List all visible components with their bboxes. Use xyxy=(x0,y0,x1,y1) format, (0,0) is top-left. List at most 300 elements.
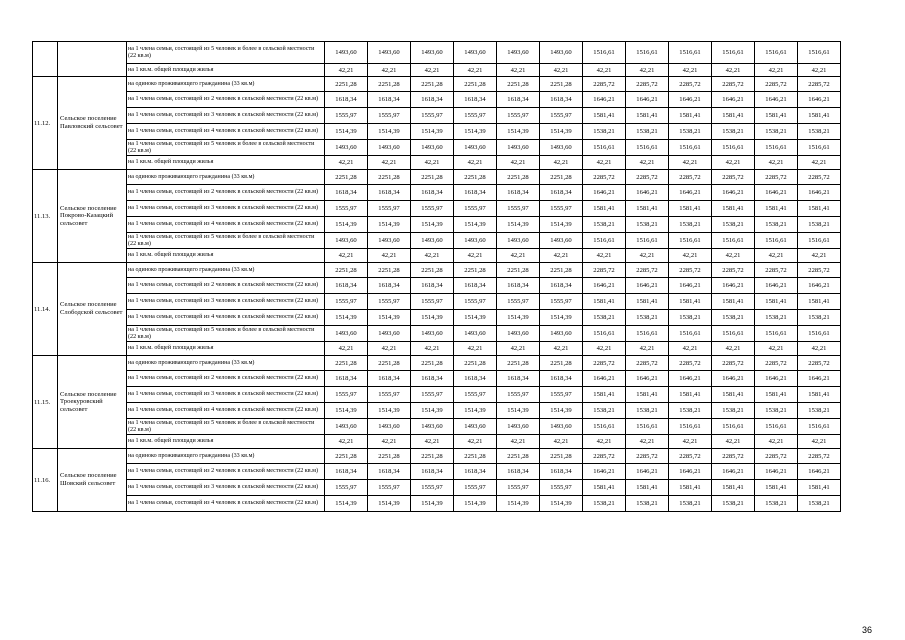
value-cell: 1514,39 xyxy=(368,124,411,140)
value-cell: 42,21 xyxy=(454,156,497,170)
value-cell: 1555,97 xyxy=(454,480,497,496)
value-cell: 1516,61 xyxy=(712,326,755,342)
table-row xyxy=(33,201,841,217)
value-cell: 42,21 xyxy=(669,435,712,449)
value-cell: 42,21 xyxy=(540,156,583,170)
table-body xyxy=(33,42,841,512)
value-cell: 1516,61 xyxy=(626,42,669,64)
settlement-name: Сельское поселение Павловский сельсовет xyxy=(58,77,127,170)
value-cell: 1538,21 xyxy=(755,403,798,419)
value-cell: 42,21 xyxy=(497,156,540,170)
value-cell: 42,21 xyxy=(755,435,798,449)
value-cell: 1618,34 xyxy=(497,371,540,387)
value-cell: 1646,21 xyxy=(583,278,626,294)
value-cell: 2285,72 xyxy=(712,449,755,464)
value-cell: 2251,28 xyxy=(497,77,540,92)
value-cell: 1555,97 xyxy=(540,480,583,496)
value-cell: 2251,28 xyxy=(368,170,411,185)
value-cell: 1538,21 xyxy=(583,124,626,140)
value-cell: 1514,39 xyxy=(411,403,454,419)
value-cell: 1514,39 xyxy=(325,217,368,233)
value-cell: 1514,39 xyxy=(368,310,411,326)
value-cell: 1514,39 xyxy=(540,496,583,512)
value-cell: 2251,28 xyxy=(454,170,497,185)
value-cell: 1646,21 xyxy=(755,464,798,480)
value-cell: 1618,34 xyxy=(325,464,368,480)
value-cell: 2251,28 xyxy=(540,263,583,278)
value-cell: 1555,97 xyxy=(411,108,454,124)
value-cell: 2285,72 xyxy=(712,170,755,185)
settlement-name: Сельское поселение Троекуровский сельсовет xyxy=(58,356,127,449)
value-cell: 42,21 xyxy=(798,342,841,356)
value-cell: 1493,60 xyxy=(497,42,540,64)
value-cell: 1581,41 xyxy=(669,201,712,217)
value-cell: 2251,28 xyxy=(540,449,583,464)
value-cell: 1581,41 xyxy=(583,387,626,403)
value-cell: 2251,28 xyxy=(368,356,411,371)
value-cell: 1618,34 xyxy=(325,371,368,387)
table-row xyxy=(33,108,841,124)
value-cell: 2251,28 xyxy=(411,170,454,185)
value-cell: 1646,21 xyxy=(669,92,712,108)
value-cell: 1618,34 xyxy=(411,185,454,201)
settlement-name xyxy=(58,42,127,77)
value-cell: 1516,61 xyxy=(669,140,712,156)
value-cell: 2285,72 xyxy=(712,77,755,92)
value-cell: 2285,72 xyxy=(669,356,712,371)
value-cell: 2285,72 xyxy=(626,263,669,278)
value-cell: 1646,21 xyxy=(583,371,626,387)
value-cell: 1646,21 xyxy=(798,92,841,108)
value-cell: 1538,21 xyxy=(669,496,712,512)
value-cell: 1538,21 xyxy=(669,403,712,419)
value-cell: 42,21 xyxy=(712,64,755,77)
value-cell: 1581,41 xyxy=(583,480,626,496)
table-row xyxy=(33,140,841,156)
value-cell: 1555,97 xyxy=(540,201,583,217)
value-cell: 1514,39 xyxy=(325,124,368,140)
settlement-name: Сельское поселение Покрово-Казацкий сельсовет xyxy=(58,170,127,263)
value-cell: 1516,61 xyxy=(583,42,626,64)
value-cell: 1581,41 xyxy=(712,201,755,217)
value-cell: 1516,61 xyxy=(669,42,712,64)
value-cell: 2285,72 xyxy=(798,356,841,371)
value-cell: 1538,21 xyxy=(798,496,841,512)
value-cell: 1618,34 xyxy=(368,371,411,387)
value-cell: 1514,39 xyxy=(540,124,583,140)
value-cell: 1581,41 xyxy=(626,294,669,310)
value-cell: 2285,72 xyxy=(755,449,798,464)
value-cell: 1555,97 xyxy=(411,201,454,217)
value-cell: 42,21 xyxy=(411,435,454,449)
value-cell: 42,21 xyxy=(755,64,798,77)
value-cell: 1555,97 xyxy=(497,201,540,217)
value-cell: 2251,28 xyxy=(540,77,583,92)
value-cell: 2285,72 xyxy=(626,356,669,371)
norm-description: на 1 члена семьи, состоящей из 3 человек в сельской местности (22 кв.м) xyxy=(127,201,325,217)
value-cell: 42,21 xyxy=(798,249,841,263)
value-cell: 1555,97 xyxy=(411,387,454,403)
value-cell: 1646,21 xyxy=(755,185,798,201)
value-cell: 42,21 xyxy=(626,64,669,77)
value-cell: 2285,72 xyxy=(712,356,755,371)
norm-description: на 1 члена семьи, состоящей из 2 человек в сельской местности (22 кв.м) xyxy=(127,371,325,387)
value-cell: 1646,21 xyxy=(626,92,669,108)
value-cell: 1646,21 xyxy=(798,278,841,294)
table-row xyxy=(33,278,841,294)
section-number: 11.13. xyxy=(33,170,58,263)
value-cell: 1514,39 xyxy=(497,496,540,512)
section-number xyxy=(33,42,58,77)
value-cell: 1646,21 xyxy=(755,278,798,294)
value-cell: 1646,21 xyxy=(712,371,755,387)
section-number: 11.16. xyxy=(33,449,58,512)
value-cell: 42,21 xyxy=(497,249,540,263)
value-cell: 1538,21 xyxy=(755,124,798,140)
value-cell: 2251,28 xyxy=(368,77,411,92)
value-cell: 42,21 xyxy=(798,156,841,170)
value-cell: 2285,72 xyxy=(669,77,712,92)
value-cell: 1493,60 xyxy=(540,42,583,64)
table-row xyxy=(33,496,841,512)
value-cell: 1514,39 xyxy=(497,403,540,419)
value-cell: 1538,21 xyxy=(712,124,755,140)
table-row xyxy=(33,435,841,449)
norm-description: на 1 члена семьи, состоящей из 5 человек и более в сельской местности (22 кв.м) xyxy=(127,42,325,64)
value-cell: 1581,41 xyxy=(798,201,841,217)
value-cell: 1646,21 xyxy=(669,185,712,201)
value-cell: 1514,39 xyxy=(454,124,497,140)
value-cell: 2251,28 xyxy=(454,263,497,278)
value-cell: 1555,97 xyxy=(497,480,540,496)
value-cell: 1555,97 xyxy=(454,201,497,217)
value-cell: 1581,41 xyxy=(669,108,712,124)
value-cell: 1538,21 xyxy=(798,124,841,140)
norm-description: на 1 члена семьи, состоящей из 3 человек в сельской местности (22 кв.м) xyxy=(127,294,325,310)
value-cell: 1493,60 xyxy=(368,419,411,435)
value-cell: 42,21 xyxy=(712,156,755,170)
page-number: 36 xyxy=(862,625,873,635)
value-cell: 1514,39 xyxy=(411,124,454,140)
value-cell: 1581,41 xyxy=(626,387,669,403)
value-cell: 1581,41 xyxy=(626,480,669,496)
value-cell: 1516,61 xyxy=(626,140,669,156)
value-cell: 1555,97 xyxy=(325,108,368,124)
value-cell: 42,21 xyxy=(583,435,626,449)
value-cell: 1646,21 xyxy=(626,185,669,201)
value-cell: 1516,61 xyxy=(755,42,798,64)
value-cell: 2285,72 xyxy=(583,356,626,371)
norm-description: на 1 члена семьи, состоящей из 2 человек в сельской местности (22 кв.м) xyxy=(127,185,325,201)
value-cell: 1618,34 xyxy=(540,185,583,201)
value-cell: 1516,61 xyxy=(626,233,669,249)
value-cell: 1618,34 xyxy=(497,185,540,201)
value-cell: 1618,34 xyxy=(325,278,368,294)
table-row xyxy=(33,64,841,77)
value-cell: 42,21 xyxy=(497,435,540,449)
table-row xyxy=(33,217,841,233)
value-cell: 1516,61 xyxy=(712,233,755,249)
value-cell: 1581,41 xyxy=(755,294,798,310)
norm-description: на 1 члена семьи, состоящей из 5 человек и более в сельской местности (22 кв.м) xyxy=(127,419,325,435)
section-number: 11.15. xyxy=(33,356,58,449)
value-cell: 2251,28 xyxy=(325,77,368,92)
value-cell: 2285,72 xyxy=(798,170,841,185)
value-cell: 1538,21 xyxy=(712,403,755,419)
value-cell: 1646,21 xyxy=(583,185,626,201)
value-cell: 42,21 xyxy=(411,64,454,77)
value-cell: 1516,61 xyxy=(798,419,841,435)
value-cell: 42,21 xyxy=(755,342,798,356)
value-cell: 2251,28 xyxy=(497,449,540,464)
value-cell: 1618,34 xyxy=(454,464,497,480)
table-row xyxy=(33,92,841,108)
value-cell: 2251,28 xyxy=(368,449,411,464)
value-cell: 2285,72 xyxy=(583,77,626,92)
value-cell: 1493,60 xyxy=(325,140,368,156)
table-row xyxy=(33,156,841,170)
norm-description: на 1 члена семьи, состоящей из 4 человек в сельской местности (22 кв.м) xyxy=(127,124,325,140)
value-cell: 1516,61 xyxy=(712,419,755,435)
value-cell: 1493,60 xyxy=(540,326,583,342)
value-cell: 1618,34 xyxy=(411,464,454,480)
value-cell: 1581,41 xyxy=(712,387,755,403)
value-cell: 1493,60 xyxy=(540,140,583,156)
table-row xyxy=(33,342,841,356)
value-cell: 1618,34 xyxy=(411,278,454,294)
value-cell: 1538,21 xyxy=(712,496,755,512)
table-row xyxy=(33,403,841,419)
value-cell: 2251,28 xyxy=(325,449,368,464)
value-cell: 1538,21 xyxy=(712,217,755,233)
table-row xyxy=(33,77,841,92)
value-cell: 1646,21 xyxy=(712,464,755,480)
norm-description: на 1 кв.м. общей площади жилья xyxy=(127,156,325,170)
value-cell: 1581,41 xyxy=(755,480,798,496)
value-cell: 1538,21 xyxy=(626,496,669,512)
norm-description: на 1 кв.м. общей площади жилья xyxy=(127,435,325,449)
norm-description: на 1 члена семьи, состоящей из 4 человек в сельской местности (22 кв.м) xyxy=(127,496,325,512)
value-cell: 1493,60 xyxy=(325,42,368,64)
value-cell: 42,21 xyxy=(798,64,841,77)
value-cell: 1646,21 xyxy=(712,278,755,294)
value-cell: 1493,60 xyxy=(540,419,583,435)
value-cell: 42,21 xyxy=(454,435,497,449)
value-cell: 1646,21 xyxy=(712,185,755,201)
value-cell: 1516,61 xyxy=(583,233,626,249)
value-cell: 1538,21 xyxy=(626,403,669,419)
value-cell: 1493,60 xyxy=(497,326,540,342)
value-cell: 1555,97 xyxy=(368,387,411,403)
value-cell: 1516,61 xyxy=(583,419,626,435)
value-cell: 1538,21 xyxy=(583,496,626,512)
value-cell: 1581,41 xyxy=(583,294,626,310)
norm-description: на одиноко проживающего гражданина (33 кв.м) xyxy=(127,77,325,92)
tariff-table xyxy=(32,41,841,512)
norm-description: на 1 члена семьи, состоящей из 5 человек и более в сельской местности (22 кв.м) xyxy=(127,326,325,342)
value-cell: 1493,60 xyxy=(325,326,368,342)
section-number: 11.12. xyxy=(33,77,58,170)
value-cell: 1618,34 xyxy=(454,371,497,387)
norm-description: на 1 члена семьи, состоящей из 4 человек в сельской местности (22 кв.м) xyxy=(127,403,325,419)
value-cell: 1493,60 xyxy=(411,326,454,342)
value-cell: 42,21 xyxy=(583,64,626,77)
value-cell: 42,21 xyxy=(712,249,755,263)
value-cell: 1581,41 xyxy=(626,108,669,124)
value-cell: 1514,39 xyxy=(454,496,497,512)
value-cell: 1514,39 xyxy=(325,496,368,512)
value-cell: 1618,34 xyxy=(540,278,583,294)
value-cell: 1646,21 xyxy=(755,371,798,387)
value-cell: 1493,60 xyxy=(368,140,411,156)
value-cell: 42,21 xyxy=(540,435,583,449)
value-cell: 1514,39 xyxy=(454,310,497,326)
value-cell: 1555,97 xyxy=(368,108,411,124)
value-cell: 1581,41 xyxy=(755,201,798,217)
value-cell: 1618,34 xyxy=(540,464,583,480)
value-cell: 42,21 xyxy=(712,342,755,356)
value-cell: 1555,97 xyxy=(368,480,411,496)
table-row xyxy=(33,42,841,64)
value-cell: 2285,72 xyxy=(798,77,841,92)
table-row xyxy=(33,419,841,435)
value-cell: 2285,72 xyxy=(755,263,798,278)
value-cell: 1581,41 xyxy=(712,108,755,124)
value-cell: 1618,34 xyxy=(454,185,497,201)
value-cell: 1514,39 xyxy=(454,403,497,419)
value-cell: 1581,41 xyxy=(798,387,841,403)
value-cell: 1618,34 xyxy=(540,92,583,108)
section-number: 11.14. xyxy=(33,263,58,356)
value-cell: 1581,41 xyxy=(712,480,755,496)
norm-description: на 1 члена семьи, состоящей из 5 человек и более в сельской местности (22 кв.м) xyxy=(127,140,325,156)
value-cell: 1514,39 xyxy=(540,310,583,326)
value-cell: 2251,28 xyxy=(540,356,583,371)
value-cell: 1514,39 xyxy=(368,403,411,419)
value-cell: 1555,97 xyxy=(325,294,368,310)
value-cell: 1516,61 xyxy=(798,140,841,156)
value-cell: 1581,41 xyxy=(583,108,626,124)
value-cell: 1493,60 xyxy=(497,140,540,156)
value-cell: 2251,28 xyxy=(454,356,497,371)
value-cell: 2251,28 xyxy=(497,356,540,371)
value-cell: 1516,61 xyxy=(712,140,755,156)
norm-description: на одиноко проживающего гражданина (33 кв.м) xyxy=(127,449,325,464)
norm-description: на 1 члена семьи, состоящей из 5 человек и более в сельской местности (22 кв.м) xyxy=(127,233,325,249)
value-cell: 1581,41 xyxy=(798,294,841,310)
value-cell: 1514,39 xyxy=(411,310,454,326)
value-cell: 1514,39 xyxy=(325,403,368,419)
value-cell: 42,21 xyxy=(368,435,411,449)
norm-description: на одиноко проживающего гражданина (33 кв.м) xyxy=(127,263,325,278)
value-cell: 2285,72 xyxy=(583,170,626,185)
value-cell: 42,21 xyxy=(325,342,368,356)
value-cell: 1493,60 xyxy=(368,233,411,249)
value-cell: 2251,28 xyxy=(540,170,583,185)
value-cell: 1646,21 xyxy=(583,464,626,480)
value-cell: 1538,21 xyxy=(583,310,626,326)
value-cell: 2251,28 xyxy=(411,77,454,92)
value-cell: 42,21 xyxy=(712,435,755,449)
value-cell: 1555,97 xyxy=(325,480,368,496)
value-cell: 1516,61 xyxy=(669,326,712,342)
value-cell: 42,21 xyxy=(368,156,411,170)
value-cell: 42,21 xyxy=(669,64,712,77)
value-cell: 2285,72 xyxy=(626,449,669,464)
value-cell: 1581,41 xyxy=(669,294,712,310)
value-cell: 42,21 xyxy=(325,156,368,170)
value-cell: 1555,97 xyxy=(454,387,497,403)
value-cell: 1516,61 xyxy=(755,326,798,342)
value-cell: 1618,34 xyxy=(454,278,497,294)
value-cell: 1493,60 xyxy=(411,419,454,435)
value-cell: 1618,34 xyxy=(411,371,454,387)
value-cell: 42,21 xyxy=(411,249,454,263)
value-cell: 1581,41 xyxy=(712,294,755,310)
value-cell: 2285,72 xyxy=(755,356,798,371)
value-cell: 2251,28 xyxy=(325,170,368,185)
value-cell: 42,21 xyxy=(368,249,411,263)
value-cell: 1516,61 xyxy=(712,42,755,64)
value-cell: 42,21 xyxy=(583,342,626,356)
norm-description: на 1 члена семьи, состоящей из 2 человек в сельской местности (22 кв.м) xyxy=(127,464,325,480)
value-cell: 1516,61 xyxy=(626,326,669,342)
value-cell: 1514,39 xyxy=(497,124,540,140)
table-row xyxy=(33,371,841,387)
value-cell: 42,21 xyxy=(368,342,411,356)
value-cell: 1538,21 xyxy=(755,496,798,512)
value-cell: 1555,97 xyxy=(540,294,583,310)
value-cell: 2285,72 xyxy=(626,170,669,185)
value-cell: 1493,60 xyxy=(454,326,497,342)
value-cell: 1555,97 xyxy=(497,108,540,124)
value-cell: 1514,39 xyxy=(497,217,540,233)
table-row xyxy=(33,294,841,310)
value-cell: 1493,60 xyxy=(454,419,497,435)
value-cell: 1538,21 xyxy=(798,217,841,233)
value-cell: 1618,34 xyxy=(497,92,540,108)
value-cell: 1618,34 xyxy=(497,278,540,294)
value-cell: 1493,60 xyxy=(540,233,583,249)
value-cell: 1514,39 xyxy=(454,217,497,233)
value-cell: 2251,28 xyxy=(411,356,454,371)
value-cell: 1646,21 xyxy=(669,371,712,387)
value-cell: 1555,97 xyxy=(497,294,540,310)
settlement-name: Сельское поселение Шовский сельсовет xyxy=(58,449,127,512)
value-cell: 42,21 xyxy=(454,249,497,263)
value-cell: 1538,21 xyxy=(669,310,712,326)
norm-description: на 1 члена семьи, состоящей из 3 человек в сельской местности (22 кв.м) xyxy=(127,108,325,124)
value-cell: 42,21 xyxy=(325,435,368,449)
value-cell: 1514,39 xyxy=(368,496,411,512)
table-row xyxy=(33,263,841,278)
value-cell: 42,21 xyxy=(798,435,841,449)
norm-description: на 1 члена семьи, состоящей из 4 человек в сельской местности (22 кв.м) xyxy=(127,217,325,233)
value-cell: 1514,39 xyxy=(497,310,540,326)
table-row xyxy=(33,170,841,185)
value-cell: 1493,60 xyxy=(454,42,497,64)
value-cell: 1516,61 xyxy=(583,326,626,342)
value-cell: 2251,28 xyxy=(325,263,368,278)
value-cell: 1493,60 xyxy=(411,42,454,64)
value-cell: 1514,39 xyxy=(325,310,368,326)
value-cell: 1516,61 xyxy=(755,419,798,435)
value-cell: 1538,21 xyxy=(755,217,798,233)
value-cell: 1538,21 xyxy=(669,124,712,140)
value-cell: 1555,97 xyxy=(368,294,411,310)
value-cell: 1514,39 xyxy=(411,496,454,512)
value-cell: 42,21 xyxy=(411,156,454,170)
